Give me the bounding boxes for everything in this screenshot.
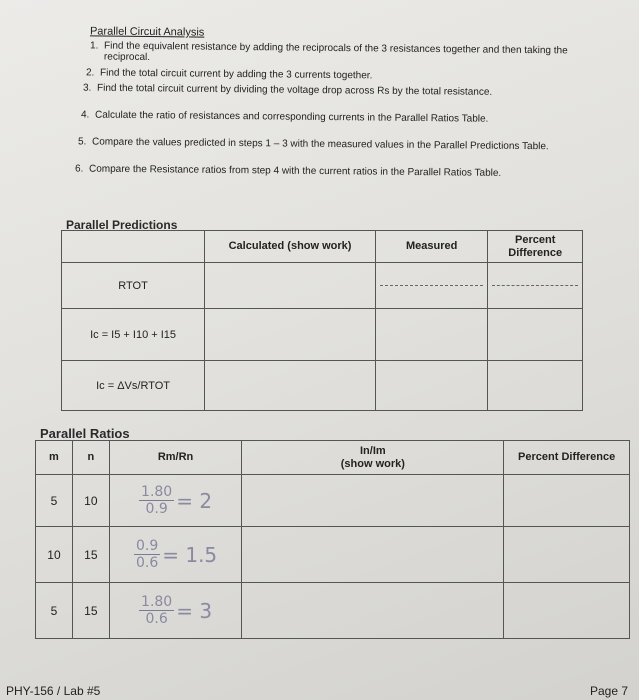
dashed-line (492, 285, 578, 286)
header-calculated: Calculated (show work) (205, 231, 376, 263)
ratios-row-2 (36, 527, 630, 583)
predictions-corner (62, 231, 205, 263)
step-1: 1. Find the equivalent resistance by adding the reciprocals of the 3 resistances together and then taking the reciprocal. (90, 40, 568, 64)
predictions-table (61, 230, 583, 411)
handwritten-ratio: $\frac{1.80}{0.6}$ = 3 (141, 594, 213, 627)
cell-r-ratio[interactable] (109, 527, 242, 583)
step-6: 6. Compare the Resistance ratios from step 4 with the current ratios in the Parallel Ratios Table. (74, 163, 502, 179)
cell-n: 10 (72, 475, 109, 527)
header-i-ratio: In/Im (show work) (242, 441, 504, 475)
cell-measured[interactable] (375, 263, 487, 309)
handwritten-ratio: $\frac{1.80}{0.9}$ = 2 (141, 484, 213, 517)
step-2: 2. Find the total circuit current by adding the 3 currents together. (85, 67, 373, 82)
step-5: 5. Compare the values predicted in steps 1 – 3 with the measured values in the Parallel Predictions Table. (77, 136, 549, 153)
header-r-ratio: Rm/Rn (109, 441, 242, 475)
predictions-row-ic-sum (62, 309, 583, 361)
cell-calculated[interactable] (205, 263, 376, 309)
cell-r-ratio[interactable] (109, 583, 242, 639)
predictions-label: Parallel Predictions (66, 218, 178, 232)
header-n: n (72, 441, 109, 475)
header-percent-difference: Percent Difference (504, 441, 630, 475)
predictions-row-ic-ratio (62, 361, 583, 411)
ratios-table (35, 440, 630, 639)
cell-percent[interactable] (488, 309, 583, 361)
cell-measured[interactable] (375, 361, 487, 411)
cell-measured[interactable] (375, 309, 487, 361)
cell-i-ratio[interactable] (242, 475, 504, 527)
cell-r-ratio[interactable] (109, 475, 242, 527)
ratios-header-row (36, 441, 630, 475)
footer-course: PHY-156 / Lab #5 (6, 684, 101, 698)
ratios-label: Parallel Ratios (40, 426, 130, 441)
ratios-row-1 (36, 475, 630, 527)
cell-n: 15 (72, 527, 109, 583)
footer-page: Page 7 (590, 684, 629, 698)
ratios-row-3 (36, 583, 630, 639)
cell-n: 15 (72, 583, 109, 639)
cell-percent[interactable] (504, 475, 630, 527)
cell-percent[interactable] (488, 361, 583, 411)
row-label-rtot: RTOT (62, 263, 205, 309)
cell-percent[interactable] (488, 263, 583, 309)
step-4: 4. Calculate the ratio of resistances and corresponding currents in the Parallel Ratios Table. (80, 109, 489, 125)
header-measured: Measured (375, 231, 487, 263)
cell-i-ratio[interactable] (242, 583, 504, 639)
header-percent-difference: Percent Difference (488, 231, 583, 263)
cell-calculated[interactable] (205, 361, 376, 411)
cell-percent[interactable] (504, 527, 630, 583)
header-m: m (36, 441, 73, 475)
cell-calculated[interactable] (205, 309, 376, 361)
cell-m: 5 (36, 583, 73, 639)
cell-percent[interactable] (504, 583, 630, 639)
predictions-header-row (62, 231, 583, 263)
cell-m: 10 (36, 527, 73, 583)
doc-title: Parallel Circuit Analysis (89, 25, 205, 39)
handwritten-ratio: $\frac{0.9}{0.6}$ = 1.5 (135, 538, 218, 571)
dashed-line (380, 285, 482, 286)
step-3: 3. Find the total circuit current by dividing the voltage drop across Rs by the total resistance. (82, 82, 493, 98)
row-label-ic-sum: Ic = I5 + I10 + I15 (62, 309, 205, 361)
cell-i-ratio[interactable] (242, 527, 504, 583)
predictions-row-rtot (62, 263, 583, 309)
cell-m: 5 (36, 475, 73, 527)
row-label-ic-ratio: Ic = ΔVs/RTOT (62, 361, 205, 411)
